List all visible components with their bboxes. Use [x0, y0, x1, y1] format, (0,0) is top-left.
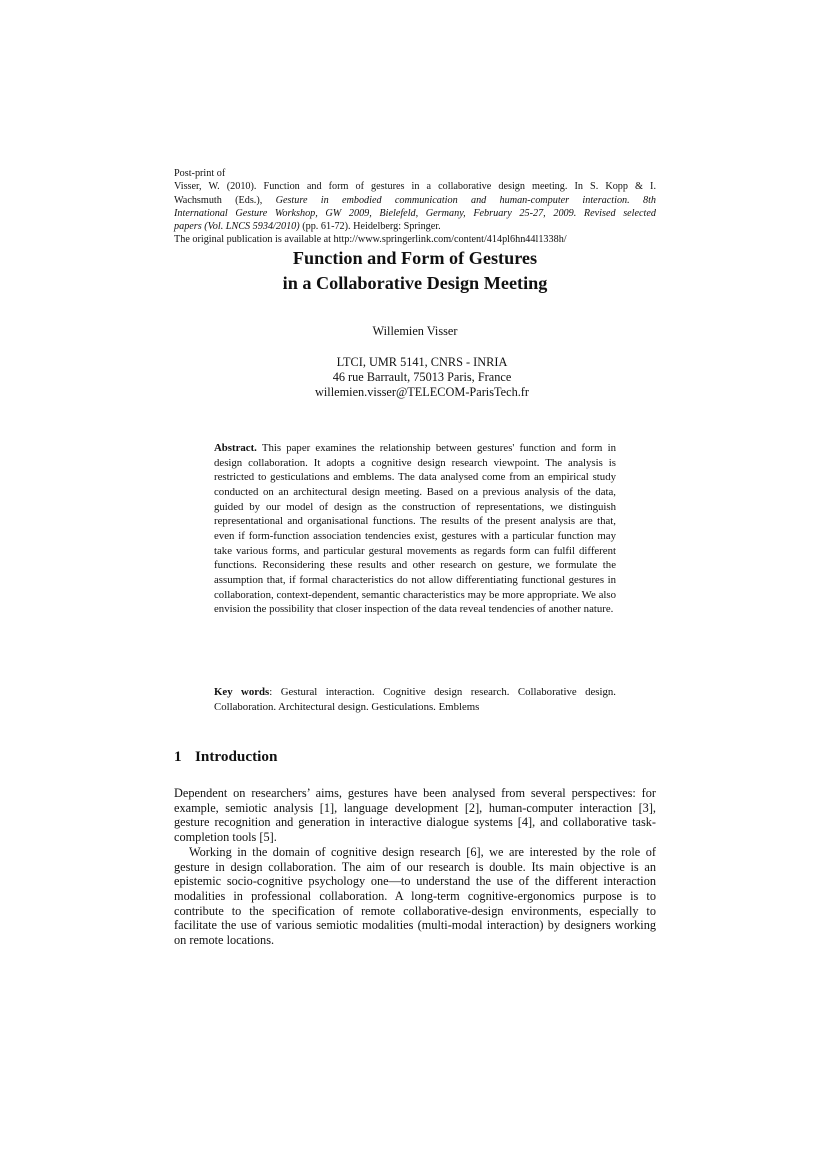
citation-line-1: Visser, W. (2010). Function and form of gestures in a collaborative design meeting. In S. Kopp & I.	[174, 181, 656, 193]
citation-volume: papers (Vol. LNCS 5934/2010)	[174, 221, 300, 233]
postprint-header	[174, 167, 656, 247]
author-name: Willemien Visser	[372, 324, 458, 338]
paragraph-1: Dependent on researchers’ aims, gestures have been analysed from several perspectives: for example, semiotic analysis [1], language development [2], human-computer interaction [3], gesture recognition and generation in interactive dialogue systems [4], and collaborative task-completion tools [5].	[174, 786, 656, 845]
citation-line-4	[174, 220, 656, 233]
citation-editors: Wachsmuth (Eds.),	[174, 194, 263, 206]
title-line-1: Function and Form of Gestures	[292, 248, 538, 268]
publication-link[interactable]: The original publication is available at http://www.springerlink.com/content/414pl6hn44l1338h/	[174, 234, 567, 246]
citation-book-title: Gesture in embodied communication and human-computer interaction. 8th	[275, 194, 656, 206]
affiliation-address: 46 rue Barrault, 75013 Paris, France	[332, 369, 512, 384]
paper-title	[174, 246, 656, 296]
section-number: 1	[174, 748, 182, 765]
section-title: Introduction	[195, 748, 278, 765]
paragraph-2: Working in the domain of cognitive design research [6], we are interested by the role of gesture in design collaboration. The aim of our research is double. Its main objective is an epistemic socio-cognitive psychology one—to understand the use of the different interaction modalities in professional collaboration. A long-term cognitive-ergonomics purpose is to contribute to the specification of remote collaborative-design environments, especially to facilitate the use of various semiotic modalities (multi-modal interaction) by designers working on remote locations.	[174, 844, 656, 948]
abstract-label: Abstract.	[214, 442, 257, 454]
affiliation-institution: LTCI, UMR 5141, CNRS - INRIA	[336, 355, 508, 369]
title-line-2: in a Collaborative Design Meeting	[282, 273, 548, 293]
keywords	[214, 685, 616, 714]
affiliation-email[interactable]: willemien.visser@TELECOM-ParisTech.fr	[315, 384, 529, 399]
abstract	[214, 441, 616, 617]
citation-pages: (pp. 61-72). Heidelberg: Springer.	[299, 221, 441, 233]
postprint-label: Post-print of	[174, 168, 226, 179]
citation-line-3	[174, 207, 656, 220]
citation-line-2	[174, 194, 656, 207]
citation-workshop: International Gesture Workshop, GW 2009, Bielefeld, Germany, February 25-27, 2009. Revised selected	[174, 207, 656, 219]
affiliation	[174, 355, 670, 399]
abstract-text: This paper examines the relationship between gestures' function and form in design collaboration. It adopts a cognitive design research viewpoint. The analysis is restricted to gesticulations and emblems. The data analysed come from an empirical study conducted on an architectural design meeting. Based on a previous analysis of the data, guided by our model of design as the construction of representations, we distinguish representational and organisational functions. The results of the present analysis are that, even if form-function association tendencies exist, gestures with a particular function may take various forms, and particular gestural movements as regards form can fulfil different functions. Reconsidering these results and other research on gesture, we formulate the assumption that, if formal characteristics do not allow differentiating functional gestures in collaboration, context-dependent, semantic characteristics may be more appropriate. We also envision the possibility that closer inspection of the data reveal tendencies of another nature.	[214, 442, 616, 616]
keywords-label: Key words	[214, 686, 270, 698]
section-heading-introduction	[174, 748, 277, 766]
body-text	[174, 786, 656, 948]
keywords-text: : Gestural interaction. Cognitive design research. Collaborative design. Collaboration. Architectural design. Gesticulations. Emblems	[214, 686, 616, 713]
